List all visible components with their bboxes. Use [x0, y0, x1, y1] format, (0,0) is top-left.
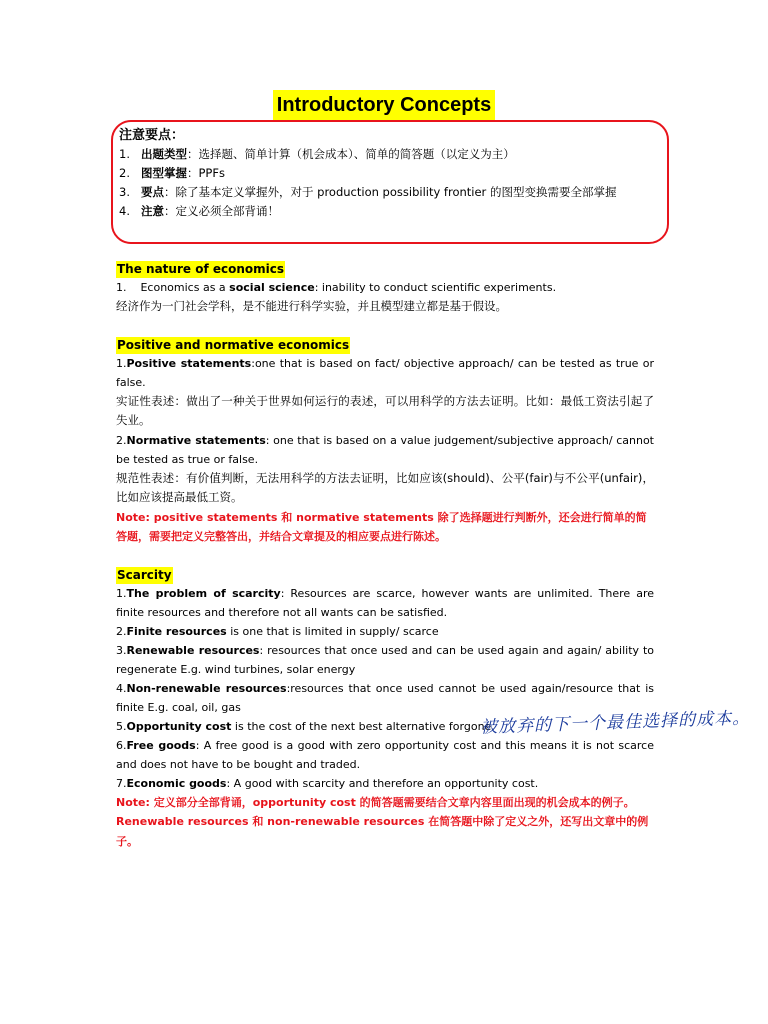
title-wrap: [0, 90, 768, 120]
chinese-paragraph: 经济作为一门社会学科，是不能进行科学实验，并且模型建立都是基于假设。: [116, 299, 507, 313]
paragraph: [116, 278, 654, 297]
item-number: 1.: [116, 586, 127, 600]
paragraph: [116, 354, 654, 392]
notice-item: [119, 183, 659, 202]
notice-item-label: 出题类型: [141, 147, 187, 161]
note-red: Note: positive statements 和 normative statements 除了选择题进行判断外，还会进行简单的简答题，需要把定义完整答出，并结合文章提及的相应要点进行陈述。: [116, 510, 647, 543]
notice-box: [111, 120, 669, 244]
text-run: : Resources are scarce, however wants are unlimited. There are finite resources and therefore not all wants can be satisfied.: [116, 586, 654, 619]
notice-item-body: ：除了基本定义掌握外，对于 production possibility frontier 的图型变换需要全部掌握: [164, 185, 617, 199]
item-number: 2.: [116, 624, 127, 638]
item-number: 1.: [116, 356, 127, 370]
bold-term: Non-renewable resources: [126, 681, 287, 695]
notice-item-text: [141, 164, 659, 183]
text-run: is the cost of the next best alternative forgone.: [231, 719, 495, 733]
section-nature: [116, 258, 654, 317]
bold-term: Economic goods: [126, 776, 227, 790]
bold-term: Renewable resources: [126, 643, 260, 657]
section-heading: Scarcity: [117, 567, 172, 582]
text-run: : A free good is a good with zero opportunity cost and this means it is not scarce and does not have to be bought and traded.: [116, 738, 654, 771]
notice-item-label: 要点: [141, 185, 164, 199]
notice-item-text: [141, 202, 659, 221]
section-positive-normative: [116, 334, 654, 547]
notice-item-number: 4.: [119, 204, 130, 218]
notice-item: [119, 202, 659, 221]
notice-item-text: [141, 145, 659, 164]
list-item: [116, 641, 654, 679]
notice-heading: 注意要点：: [119, 128, 185, 143]
notice-item: [119, 164, 659, 183]
main-content: [116, 258, 654, 851]
notice-item-text: [141, 183, 659, 202]
list-item: [116, 736, 654, 774]
item-number: 3.: [116, 643, 127, 657]
text-run: : A good with scarcity and therefore an opportunity cost.: [226, 776, 539, 790]
notice-item-number: 2.: [119, 166, 130, 180]
bold-term: The problem of scarcity: [126, 586, 281, 600]
bold-term: Finite resources: [126, 624, 227, 638]
bold-term: Positive statements: [126, 356, 252, 370]
item-number: 7.: [116, 776, 127, 790]
spacer: [116, 317, 654, 334]
item-number: 4.: [116, 681, 127, 695]
item-number: 2.: [116, 433, 127, 447]
text-run: 1. Economics as a: [116, 281, 230, 294]
spacer: [116, 547, 654, 564]
notice-item-number: 3.: [119, 185, 130, 199]
notice-item-body: ：定义必须全部背诵！: [164, 204, 279, 218]
item-number: 6.: [116, 738, 127, 752]
page-title: Introductory Concepts: [273, 90, 495, 120]
text-run: :one that is based on fact/ objective approach/ can be tested as true or false.: [116, 356, 654, 389]
paragraph: [116, 431, 654, 469]
bold-term: Normative statements: [126, 433, 266, 447]
notice-item: [119, 145, 659, 164]
item-number: 5.: [116, 719, 127, 733]
chinese-paragraph: 规范性表述：有价值判断，无法用科学的方法去证明，比如应该(should)、公平(fair)与不公平(unfair)，比如应该提高最低工资。: [116, 470, 654, 504]
notice-item-body: ：选择题、简单计算（机会成本）、简单的简答题（以定义为主）: [187, 147, 515, 161]
notice-item-body: ：PPFs: [187, 166, 225, 180]
list-item: [116, 774, 654, 793]
text-run: : resources that once used and can be used again and again/ ability to regenerate E.g. wind turbines, solar energy: [116, 643, 655, 676]
notice-item-number: 1.: [119, 147, 130, 161]
notice-item-label: 注意: [141, 204, 164, 218]
chinese-paragraph: 实证性表述：做出了一种关于世界如何运行的表述，可以用科学的方法去证明。比如：最低工资法引起了失业。: [116, 393, 654, 427]
section-heading: The nature of economics: [117, 262, 284, 276]
text-run: : one that is based on a value judgement/subjective approach/ cannot be tested as true or false.: [116, 433, 654, 466]
text-run: :resources that once used cannot be used again/resource that is finite E.g. coal, oil, gas: [116, 681, 655, 714]
bold-term: Opportunity cost: [126, 719, 232, 733]
handwritten-annotation: 被放弃的下一个最佳选择的成本。: [479, 708, 751, 738]
note-red: Note: 定义部分全部背诵，opportunity cost 的简答题需要结合文章内容里面出现的机会成本的例子。Renewable resources 和 non-renewable resources 在简答题中除了定义之外，还写出文章中的例子。: [116, 795, 649, 848]
text-run: is one that is limited in supply/ scarce: [226, 624, 439, 638]
section-heading: Positive and normative economics: [117, 337, 350, 352]
list-item: [116, 622, 654, 641]
text-run: : inability to conduct scientific experiments.: [314, 281, 557, 294]
section-scarcity: [116, 564, 654, 852]
bold-term: Free goods: [126, 738, 196, 752]
list-item: [116, 584, 654, 622]
bold-term: social science: [229, 281, 315, 294]
notice-item-label: 图型掌握: [141, 166, 187, 180]
